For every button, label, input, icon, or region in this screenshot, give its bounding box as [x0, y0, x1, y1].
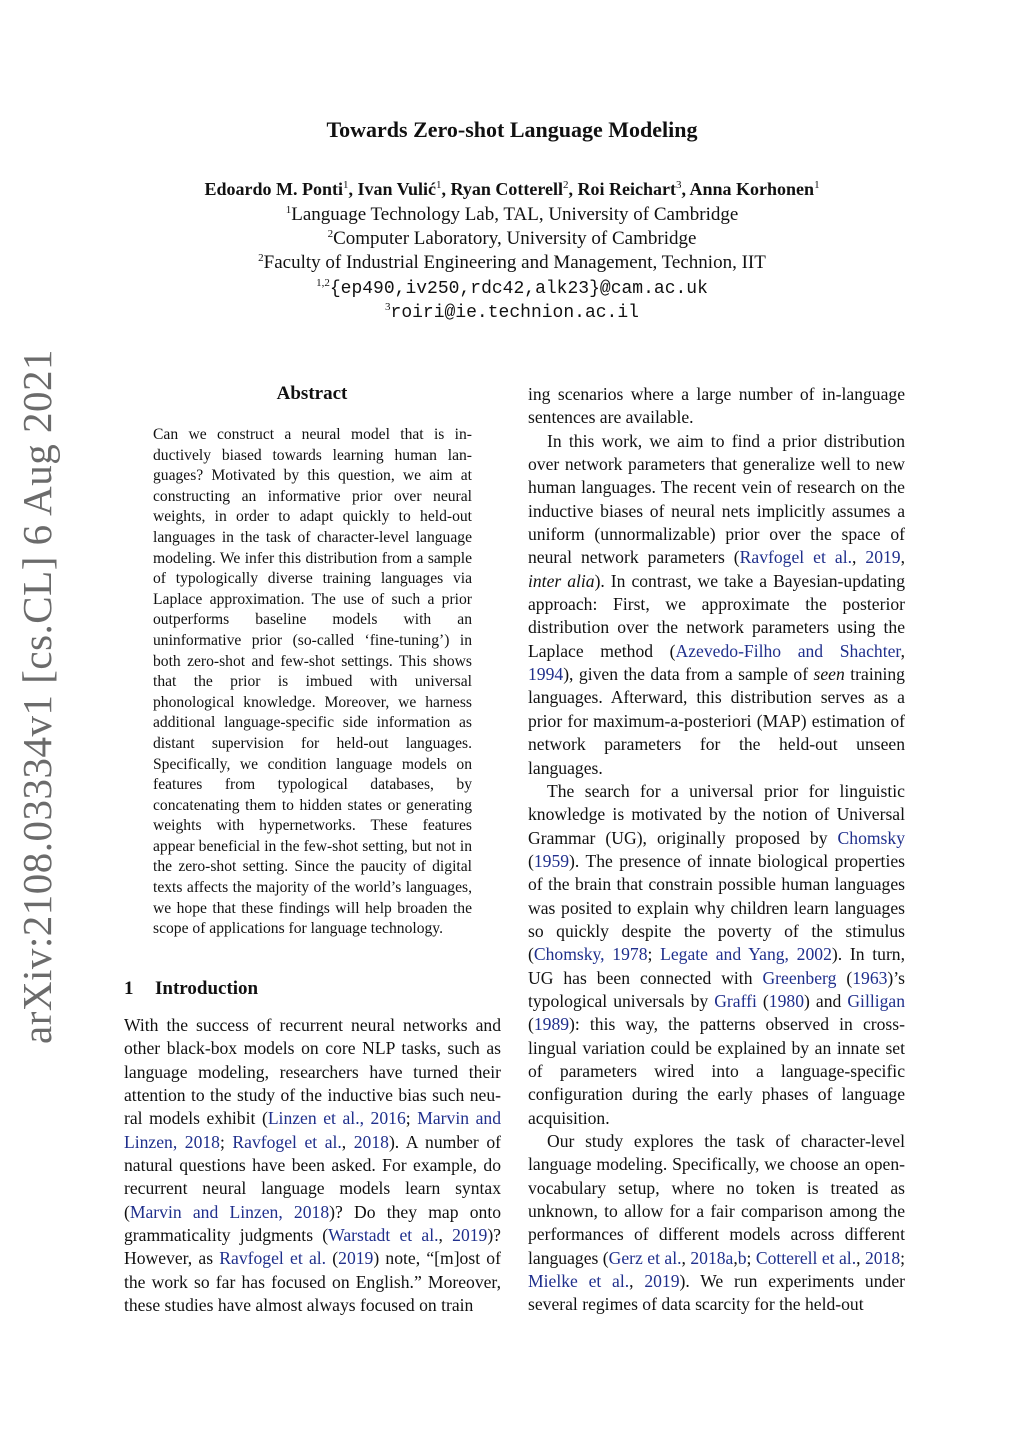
text-run: In this work, we aim to find a prior distribution over network parameters that generalize well to new human languages. The recent vein of research on the inductive biases of neural nets implicitly assumes a uniform (unnormalizable) prior over the space of neural network parameters (: [528, 430, 905, 568]
author-name: Ryan Cotterell: [450, 179, 564, 199]
citation-link[interactable]: Graffi: [714, 990, 757, 1011]
citation-link[interactable]: Chomsky, 1978: [533, 944, 648, 965]
citation-link[interactable]: Gilligan: [847, 990, 906, 1011]
text-run: ;: [900, 1247, 906, 1268]
paragraph: [528, 780, 905, 1130]
citation-link[interactable]: Warstadt et al.: [328, 1225, 439, 1246]
paper-title: Towards Zero-shot Language Modeling: [326, 117, 698, 142]
paragraph: [528, 383, 905, 430]
citation-link[interactable]: 1980: [768, 990, 804, 1011]
citation-link[interactable]: 2019: [865, 547, 901, 568]
affiliation: $^2$Computer Laboratory, University of Cambridge: [327, 228, 697, 249]
citation-link[interactable]: Azevedo-Filho and Shachter: [675, 640, 901, 661]
text-run: ,: [629, 1271, 645, 1292]
citation-link[interactable]: 2018: [864, 1247, 901, 1268]
text-run: ). The presence of innate biological properties of the brain that constrain possible human languages was posited to explain why children learn languages so quickly despite the poverty of the stimulus (: [528, 850, 905, 965]
affiliation: $^1$Language Technology Lab, TAL, University of Cambridge: [285, 204, 739, 225]
text-run: training languages. Afterward, this distribution serves as a prior for maximum-a-posteriori (MAP) estimation of network parameters for the held-out unseen languages.: [528, 664, 905, 778]
text-run: )? However, as: [124, 1225, 501, 1269]
email-line: $^3$roiri@ie.technion.ac.il: [385, 301, 639, 323]
author-name: Anna Korhonen: [689, 179, 815, 199]
text-run: ). In contrast, we take a Bayesian-updating approach: First, we approximate the posterior distribution over the network parameters using the Laplace method (: [528, 570, 905, 661]
text-run: ,: [851, 547, 866, 568]
citation-link[interactable]: Legate and Yang, 2002: [660, 944, 832, 965]
text-run: ;: [647, 944, 661, 965]
citation-link[interactable]: 1959: [533, 850, 570, 871]
citation-link[interactable]: Gerz et al.: [608, 1247, 682, 1268]
left-column-text: [124, 1014, 501, 1317]
citation-link[interactable]: 2018: [353, 1131, 389, 1152]
text-run: ing scenarios where a large number of in-language sentences are available.: [528, 384, 905, 428]
text-run: (: [326, 1248, 339, 1269]
text-run: ): this way, the patterns observed in cross-lingual variation could be explained by an innate set of parameters wired into a language-specific configuration during the early phases of language acquisition.: [528, 1014, 905, 1128]
text-run: ;: [746, 1247, 756, 1268]
section-number: 1: [124, 978, 134, 999]
citation-link[interactable]: 2019: [452, 1225, 488, 1246]
text-run: )’s typological universals by: [528, 967, 905, 1011]
text-run: Our study explores the task of character-level language modeling. Specifically, we choose an open-vocabulary setup, where no token is treated as unknown, to allow for a fair comparison among the performances of different models across different languages (: [528, 1131, 905, 1268]
text-run: ), given the data from a sample of: [563, 664, 814, 685]
text-run: ;: [405, 1108, 418, 1129]
right-column-text: [528, 383, 905, 1317]
text-run: ,: [900, 547, 905, 568]
citation-link[interactable]: 2019: [644, 1271, 680, 1292]
citation-link[interactable]: Chomsky: [837, 827, 905, 848]
text-run: ;: [219, 1131, 233, 1152]
email-line: $^{1,2}${ep490,iv250,rdc42,alk23}@cam.ac.uk: [316, 277, 708, 299]
abstract-body: Can we construct a neural model that is inductively biased towards learning human languages? Motivated by this question, we aim at constructing an informative prior over neural weights, in order to adapt quickly to held-out languages in the task of character-level language modeling. We infer this distribution from a sample of typologically diverse training languages via Laplace approximation. The use of such a prior outperforms baseline models with an uninformative prior (so-called ‘fine-tuning’) in both zero-shot and few-shot settings. This shows that the prior is imbued with universal phonological knowledge. Moreover, we harness additional language-specific side information as distant supervision for held-out languages. Specifically, we condition language models on features from typological databases, by concatenating them to hidden states or generating weights with hypernetworks. These features appear beneficial in the few-shot setting, but not in the zero-shot setting. Since the paucity of digital texts affects the majority of the world’s languages, we hope that these findings will help broaden the scope of applications for language technology.: [153, 426, 472, 938]
text-run: With the success of recurrent neural networks and other black-box models on core NLP tasks, such as language modeling, researchers have turned their attention to the study of the inductive bias such neural models exhibit (: [124, 1015, 501, 1129]
text-run: (: [756, 990, 769, 1011]
text-run: ) note, “[m]ost of the work so far has focused on English.” Moreover, these studies have almost always focused on train: [124, 1248, 501, 1316]
paragraph: [528, 430, 905, 780]
citation-link[interactable]: Linzen et al., 2016: [267, 1108, 406, 1129]
section-title: Introduction: [155, 978, 259, 999]
author-name: Edoardo M. Ponti: [204, 179, 343, 199]
arxiv-identifier: arXiv:2108.03334v1 [cs.CL] 6 Aug 2021: [14, 349, 60, 1044]
citation-link[interactable]: Ravfogel et al.: [219, 1248, 327, 1269]
citation-link[interactable]: 1989: [533, 1014, 570, 1035]
text-run: The search for a universal prior for linguistic knowledge is motivated by the notion of Universal Grammar (UG), originally proposed by: [528, 780, 905, 848]
abstract-heading: Abstract: [276, 383, 348, 404]
section-heading: [124, 978, 258, 1000]
text-run: ,: [733, 1247, 738, 1268]
text-run: ,: [900, 640, 905, 661]
citation-link[interactable]: 2019: [338, 1248, 374, 1269]
italic-text: seen: [813, 664, 845, 685]
author-name: Roi Reichart: [577, 179, 676, 199]
text-run: (: [836, 967, 853, 988]
citation-link[interactable]: 1963: [852, 967, 888, 988]
paragraph: [528, 1130, 905, 1317]
citation-link[interactable]: Ravfogel et al.: [739, 547, 852, 568]
text-run: ). We run experiments under several regimes of data scarcity for the held-out: [528, 1271, 905, 1315]
author-list: Edoardo M. Ponti$^1$, Ivan Vulić$^1$, Ryan Cotterell$^2$, Roi Reichart$^3$, Anna Korhonen$^1$: [204, 179, 820, 199]
citation-link[interactable]: Greenberg: [762, 967, 837, 988]
citation-link[interactable]: Cotterell et al.: [755, 1247, 857, 1268]
citation-link[interactable]: 2018a: [690, 1247, 734, 1268]
text-run: (: [528, 850, 534, 871]
citation-link[interactable]: Marvin and Linzen, 2018: [129, 1201, 330, 1222]
text-run: ). In turn, UG has been connected with: [528, 944, 905, 988]
citation-link[interactable]: Marvin and Linzen, 2018: [124, 1108, 501, 1152]
italic-text: inter alia: [528, 570, 595, 591]
text-run: ,: [341, 1131, 354, 1152]
text-run: ,: [681, 1247, 691, 1268]
paragraph: [124, 1014, 501, 1317]
text-run: ) and: [803, 990, 848, 1011]
citation-link[interactable]: Ravfogel et al.: [232, 1131, 342, 1152]
text-run: ,: [856, 1247, 865, 1268]
author-name: Ivan Vulić: [357, 179, 436, 199]
affiliation: $^2$Faculty of Industrial Engineering and Management, Technion, IIT: [258, 252, 766, 273]
text-run: (: [528, 1014, 534, 1035]
text-run: ,: [438, 1225, 453, 1246]
text-run: ). A number of natural questions have been asked. For example, do recurrent neural language models learn syntax (: [124, 1131, 501, 1222]
citation-link[interactable]: Mielke et al.: [528, 1271, 630, 1292]
citation-link[interactable]: 1994: [528, 664, 564, 685]
text-run: )? Do they map onto grammaticality judgments (: [124, 1201, 501, 1246]
citation-link[interactable]: b: [737, 1247, 747, 1268]
